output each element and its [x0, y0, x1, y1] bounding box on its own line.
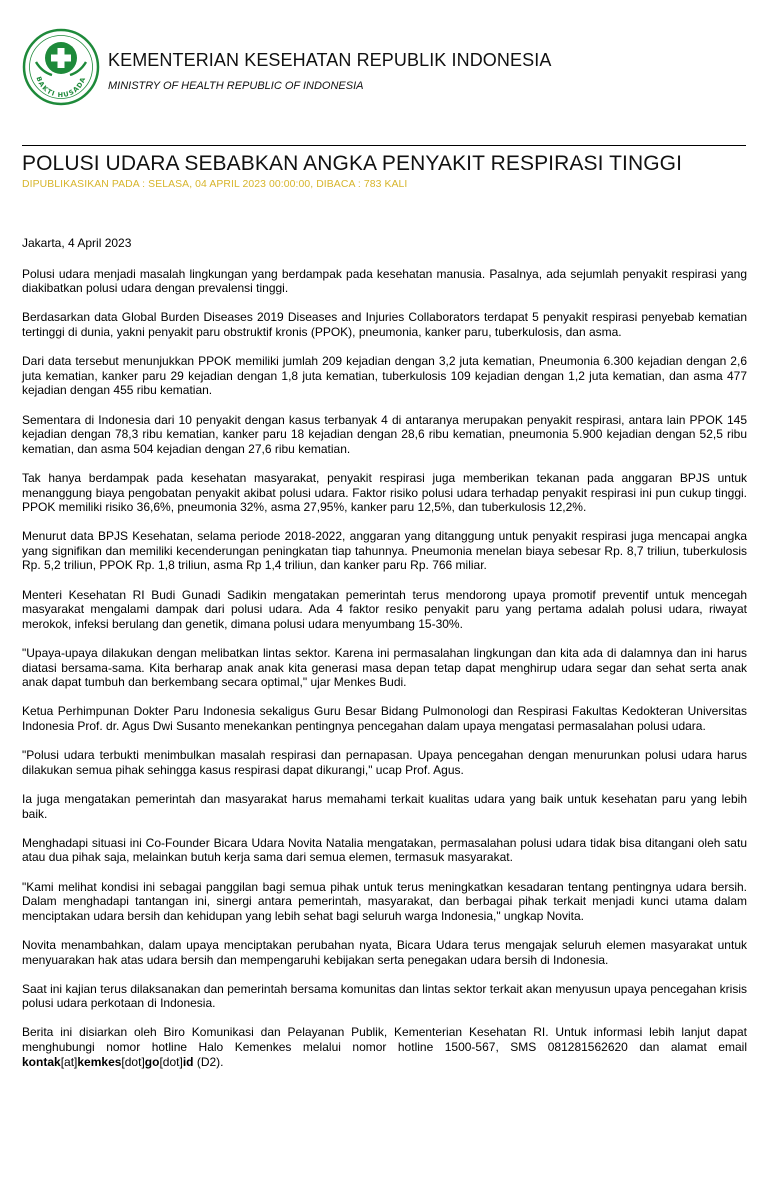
article-paragraph: "Kami melihat kondisi ini sebagai panggilan bagi semua pihak untuk terus meningkatkan kesadaran tentang pentingnya udara bersih. Dalam menghadapi tantangan ini, sinergi antara pemerintah, masyarakat, dan berbagai pihak terkait menjadi kunci utama dalam menciptakan udara bersih dan kehidupan yang lebih sehat bagi seluruh warga Indonesia," ungkap Novita. [22, 879, 747, 923]
article-paragraph: "Polusi udara terbukti menimbulkan masalah respirasi dan pernapasan. Upaya pencegahan dengan menurunkan polusi udara harus dilakukan semua pihak sehingga kasus respirasi dapat dikurangi," ucap Prof. Agus. [22, 748, 747, 777]
article-paragraph: Menghadapi situasi ini Co-Founder Bicara Udara Novita Natalia mengatakan, permasalahan polusi udara tidak bisa ditangani oleh satu atau dua pihak saja, melainkan butuh kerja sama dari semua elemen, termasuk masyarakat. [22, 835, 747, 865]
header-divider [22, 145, 746, 146]
logo-motto: BAKTI HUSADA [34, 75, 88, 100]
org-name: KEMENTERIAN KESEHATAN REPUBLIK INDONESIA [108, 50, 552, 70]
page-header [22, 28, 752, 118]
email-dot: [dot] [159, 1054, 183, 1069]
article-paragraph: Menurut data BPJS Kesehatan, selama periode 2018-2022, anggaran yang ditanggung untuk penyakit respirasi juga mencapai angka yang signifikan dan memiliki kecenderungan peningkatan tiap tahunnya. Pneumonia menelan biaya sebesar Rp. 8,7 triliun, tuberkulosis Rp. 5,2 triliun, PPOK Rp. 1,8 triliun, asma Rp 1,4 triliun, dan kanker paru Rp. 766 miliar. [22, 529, 747, 573]
email-tld: id [182, 1054, 194, 1069]
article-paragraph: Novita menambahkan, dalam upaya menciptakan perubahan nyata, Bicara Udara terus mengajak seluruh elemen masyarakat untuk menyuarakan hak atas udara bersih dan mempengaruhi kebijakan serta penegakan udara bersih di Indonesia. [22, 937, 747, 967]
article-paragraph: Tak hanya berdampak pada kesehatan masyarakat, penyakit respirasi juga memberikan tekanan pada anggaran BPJS untuk menanggung biaya pengobatan penyakit akibat polusi udara. Faktor risiko polusi udara terhadap penyakit respirasi ini pun cukup tinggi. PPOK memiliki risiko 36,6%, pneumonia 32%, asma 27,95%, kanker paru 12,5%, dan tuberkulosis 12,2%. [22, 470, 747, 515]
email-domain: kemkes [77, 1054, 122, 1069]
article-paragraph: Ia juga mengatakan pemerintah dan masyarakat harus memahami terkait kualitas udara yang baik untuk kesehatan paru yang lebih baik. [22, 791, 747, 821]
article-paragraph: "Upaya-upaya dilakukan dengan melibatkan lintas sektor. Karena ini permasalahan lingkungan dan kita ada di dalamnya dan ini harus diatasi bersama-sama. Kita berharap anak anak kita generasi masa depan tetap dapat menghirup udara segar dan sehat serta anak anak dapat tumbuh dan berkembang secara optimal," ujar Menkes Budi. [22, 646, 747, 690]
article-paragraphs [22, 267, 747, 1011]
article-paragraph: Menteri Kesehatan RI Budi Gunadi Sadikin mengatakan pemerintah terus mendorong upaya promotif preventif untuk mencegah masyarakat mengalami dampak dari polusi udara. Ada 4 faktor resiko penyakit paru yang pertama adalah polusi udara, riwayat merokok, infeksi berulang dan genetik, dimana polusi udara menyumbang 15-30%. [22, 587, 747, 631]
closing-text: Berita ini disiarkan oleh Biro Komunikasi dan Pelayanan Publik, Kementerian Kesehatan RI. Untuk informasi lebih lanjut dapat menghubungi nomor hotline Halo Kemenkes melalui nomor hotline 1500-567, SMS 081281562620 dan alamat email [22, 1025, 747, 1055]
article-body [22, 236, 747, 1084]
closing-paragraph [22, 1025, 747, 1069]
article-paragraph: Dari data tersebut menunjukkan PPOK memiliki jumlah 209 kejadian dengan 3,2 juta kematian, Pneumonia 6.300 kejadian dengan 2,6 juta kematian, kanker paru 29 kejadian dengan 1,8 juta kematian, tuberkulosis 109 kejadian dengan 1,2 juta kematian, dan asma 477 kejadian dengan 455 ribu kematian. [22, 354, 747, 398]
email-user: kontak [22, 1054, 61, 1069]
article-paragraph: Berdasarkan data Global Burden Diseases 2019 Diseases and Injuries Collaborators terdapat 5 penyakit respirasi penyebab kematian tertinggi di dunia, yakni penyakit paru obstruktif kronis (PPOK), pneumonia, kanker paru, tuberkulosis, dan asma. [22, 310, 747, 339]
article-paragraph: Polusi udara menjadi masalah lingkungan yang berdampak pada kesehatan manusia. Pasalnya, ada sejumlah penyakit respirasi yang diakibatkan polusi udara dengan prevalensi tinggi. [22, 266, 747, 296]
article-meta: DIPUBLIKASIKAN PADA : SELASA, 04 APRIL 2023 00:00:00, DIBACA : 783 KALI [22, 179, 408, 190]
article-paragraph: Saat ini kajian terus dilaksanakan dan pemerintah bersama komunitas dan lintas sektor terkait akan menyusun upaya pencegahan krisis polusi udara perkotaan di Indonesia. [22, 981, 747, 1011]
article-title: POLUSI UDARA SEBABKAN ANGKA PENYAKIT RESPIRASI TINGGI [22, 152, 683, 175]
article-paragraph: Sementara di Indonesia dari 10 penyakit dengan kasus terbanyak 4 di antaranya merupakan penyakit respirasi, antara lain PPOK 145 kejadian dengan 78,3 ribu kematian, kanker paru 18 kejadian dengan 28,6 ribu kematian, pneumonia 5.900 kejadian dengan 52,5 ribu kematian, dan asma 504 kejadian dengan 27,6 ribu kematian. [22, 412, 747, 456]
article-paragraph: Ketua Perhimpunan Dokter Paru Indonesia sekaligus Guru Besar Bidang Pulmonologi dan Respirasi Fakultas Kedokteran Universitas Indonesia Prof. dr. Agus Dwi Susanto menekankan pentingnya pencegahan dalam upaya mengatasi permasalahan polusi udara. [22, 704, 747, 733]
org-name-english: MINISTRY OF HEALTH REPUBLIC OF INDONESIA [108, 80, 364, 92]
article-dateline: Jakarta, 4 April 2023 [22, 236, 132, 250]
kemenkes-logo [22, 28, 100, 106]
closing-suffix: (D2). [193, 1054, 224, 1069]
email-at: [at] [60, 1054, 78, 1069]
email-go: go [144, 1054, 160, 1069]
email-dot: [dot] [121, 1054, 145, 1069]
